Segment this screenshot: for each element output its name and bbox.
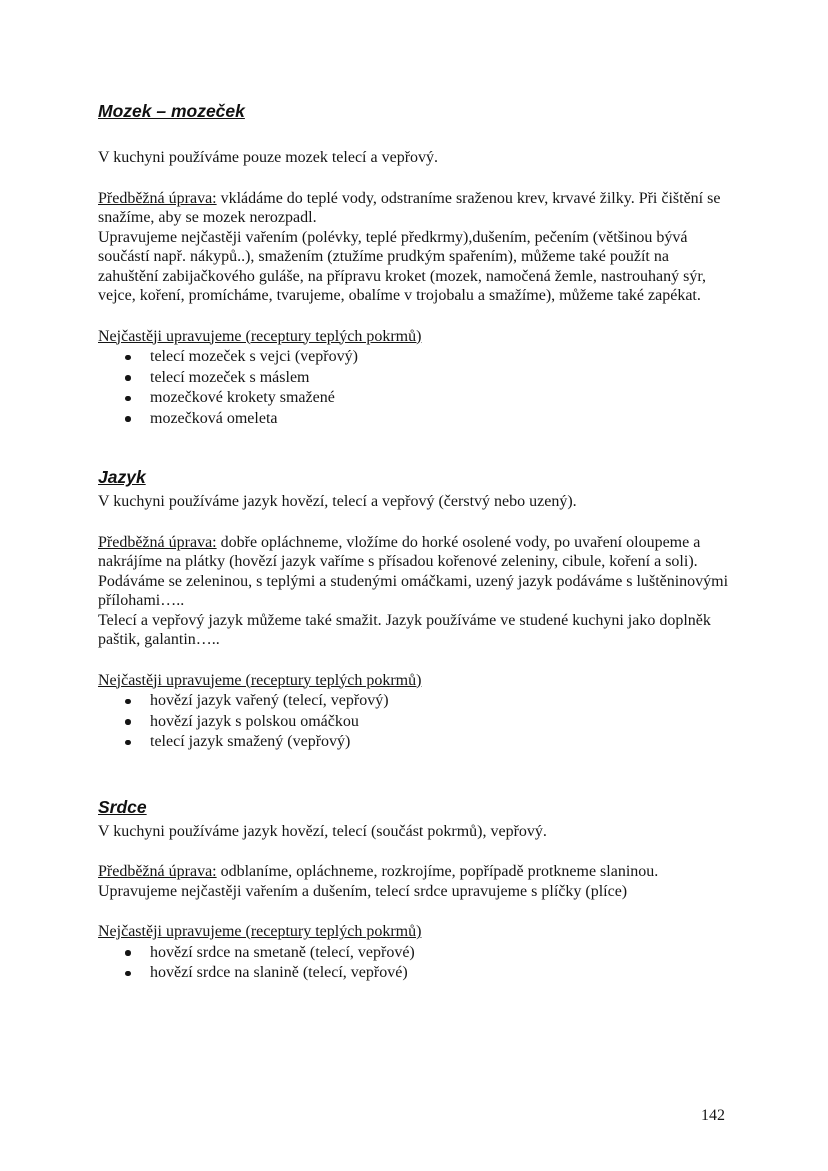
recipe-list bbox=[98, 347, 732, 428]
section-jazyk bbox=[98, 466, 732, 752]
page-number: 142 bbox=[701, 1106, 725, 1124]
intro-paragraph: V kuchyni používáme jazyk hovězí, telecí a vepřový (čerstvý nebo uzený). bbox=[98, 493, 577, 510]
list-heading: Nejčastěji upravujeme (receptury teplých pokrmů) bbox=[98, 671, 422, 689]
section-title: Mozek – mozeček bbox=[98, 101, 245, 121]
prep-label: Předběžná úprava: bbox=[98, 533, 217, 551]
body-paragraph: Upravujeme nejčastěji vařením a dušením, telecí srdce upravujeme s plíčky (plíce) bbox=[98, 882, 628, 900]
prep-text: dobře opláchneme, vložíme do horké osolené vody, po uvaření oloupeme a nakrájíme na plátky (hovězí jazyk vaříme s přísadou kořenové zeleniny, cibule, koření a soli). bbox=[98, 533, 701, 570]
intro-paragraph: V kuchyni používáme pouze mozek telecí a vepřový. bbox=[98, 149, 439, 166]
prep-label: Předběžná úprava: bbox=[98, 863, 217, 880]
recipe-list bbox=[98, 943, 732, 983]
prep-paragraph bbox=[98, 189, 732, 228]
list-item: telecí mozeček s vejci (vepřový) bbox=[98, 347, 732, 367]
prep-text: odblaníme, opláchneme, rozkrojíme, popřípadě protkneme slaninou. bbox=[216, 863, 659, 880]
section-title: Srdce bbox=[98, 796, 147, 817]
prep-label: Předběžná úprava: bbox=[98, 189, 217, 207]
section-mozek bbox=[98, 100, 732, 428]
list-heading: Nejčastěji upravujeme (receptury teplých pokrmů) bbox=[98, 327, 422, 345]
recipe-list bbox=[98, 691, 732, 752]
list-item: hovězí srdce na slanině (telecí, vepřové) bbox=[98, 963, 732, 983]
prep-paragraph bbox=[98, 862, 732, 882]
list-heading: Nejčastěji upravujeme (receptury teplých pokrmů) bbox=[98, 923, 422, 940]
prep-paragraph bbox=[98, 533, 732, 572]
intro-paragraph: V kuchyni používáme jazyk hovězí, telecí (součást pokrmů), vepřový. bbox=[98, 822, 547, 840]
section-srdce bbox=[98, 796, 732, 983]
body-paragraph: Upravujeme nejčastěji vařením (polévky, teplé předkrmy),dušením, pečením (většinou bývá součástí např. nákypů..), smažením (ztužíme prudkým spařením), můžeme také použít na zahuštění zabijačkového guláše, na přípravu kroket (mozek, namočená žemle, nastrouhaný sýr, vejce, koření, promícháme, tvarujeme, obalíme v trojobalu a smažíme), můžeme také zapékat. bbox=[98, 228, 707, 304]
list-item: hovězí jazyk s polskou omáčkou bbox=[98, 712, 732, 732]
prep-text: vkládáme do teplé vody, odstraníme sraženou krev, krvavé žilky. Při čištění se snažíme, aby se mozek nerozpadl. bbox=[98, 189, 721, 226]
body-paragraph-2: Telecí a vepřový jazyk můžeme také smažit. Jazyk používáme ve studené kuchyni jako doplněk paštik, galantin….. bbox=[98, 611, 711, 648]
list-item: mozečkové krokety smažené bbox=[98, 388, 732, 408]
body-paragraph: Podáváme se zeleninou, s teplými a studenými omáčkami, uzený jazyk podáváme s luštěninovými přílohami….. bbox=[98, 572, 729, 609]
list-item: telecí mozeček s máslem bbox=[98, 368, 732, 388]
section-title: Jazyk bbox=[98, 467, 146, 487]
list-item: hovězí srdce na smetaně (telecí, vepřové) bbox=[98, 943, 732, 963]
list-item: mozečková omeleta bbox=[98, 409, 732, 429]
list-item: hovězí jazyk vařený (telecí, vepřový) bbox=[98, 691, 732, 711]
list-item: telecí jazyk smažený (vepřový) bbox=[98, 732, 732, 752]
